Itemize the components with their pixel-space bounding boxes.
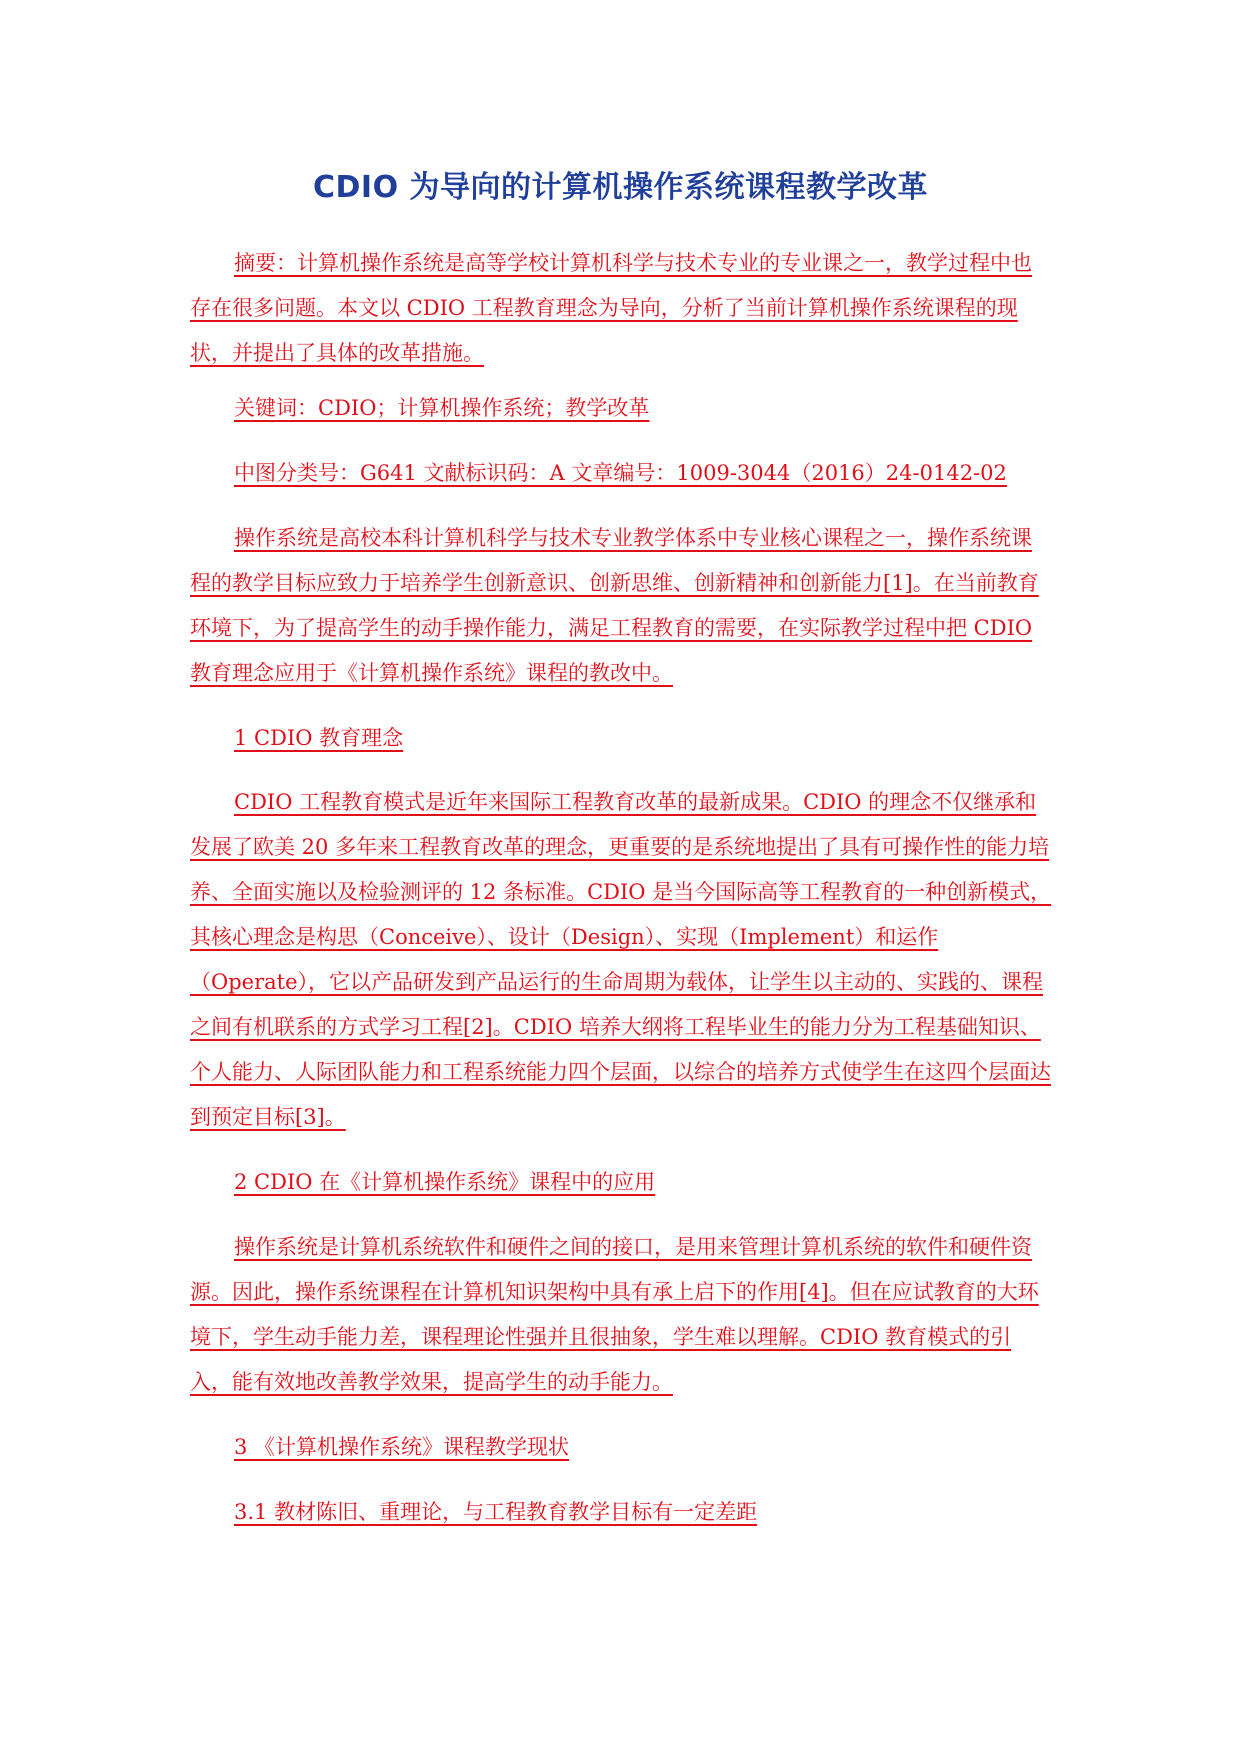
section-1-paragraph (190, 780, 1052, 1140)
keywords-text: 关键词：CDIO；计算机操作系统；教学改革 (234, 396, 650, 420)
classification-line (190, 451, 1052, 496)
section-3-heading: 3 《计算机操作系统》课程教学现状 (234, 1435, 570, 1459)
keywords-line (190, 386, 1052, 431)
intro-text: 操作系统是高校本科计算机科学与技术专业教学体系中专业核心课程之一，操作系统课程的教学目标应致力于培养学生创新意识、创新思维、创新精神和创新能力[1]。在当前教育环境下，为了提高学生的动手操作能力，满足工程教育的需要，在实际教学过程中把 CDIO 教育理念应用于《计算机操作系统》课程的教改中。 (190, 526, 1039, 685)
classification-text: 中图分类号：G641 文献标识码：A 文章编号：1009-3044（2016）24-0142-02 (234, 461, 1007, 485)
document-title: CDIO 为导向的计算机操作系统课程教学改革 (312, 170, 929, 205)
abstract-text: 摘要：计算机操作系统是高等学校计算机科学与技术专业的专业课之一，教学过程中也存在很多问题。本文以 CDIO 工程教育理念为导向，分析了当前计算机操作系统课程的现状，并提出了具体的改革措施。 (190, 251, 1032, 365)
section-1-heading: 1 CDIO 教育理念 (234, 726, 404, 750)
abstract-paragraph (190, 241, 1052, 376)
section-1-text: CDIO 工程教育模式是近年来国际工程教育改革的最新成果。CDIO 的理念不仅继承和发展了欧美 20 多年来工程教育改革的理念，更重要的是系统地提出了具有可操作性的能力培养、全面实施以及检验测评的 12 条标准。CDIO 是当今国际高等工程教育的一种创新模式，其核心理念是构思（Conceive）、设计（Design）、实现（Implement）和运作（Operate），它以产品研发到产品运行的生命周期为载体，让学生以主动的、实践的、课程之间有机联系的方式学习工程[2]。CDIO 培养大纲将工程毕业生的能力分为工程基础知识、个人能力、人际团队能力和工程系统能力四个层面，以综合的培养方式使学生在这四个层面达到预定目标[3]。 (190, 790, 1052, 1129)
section-2-text: 操作系统是计算机系统软件和硬件之间的接口，是用来管理计算机系统的软件和硬件资源。因此，操作系统课程在计算机知识架构中具有承上启下的作用[4]。但在应试教育的大环境下，学生动手能力差，课程理论性强并且很抽象，学生难以理解。CDIO 教育模式的引入，能有效地改善教学效果，提高学生的动手能力。 (190, 1235, 1039, 1394)
intro-paragraph (190, 516, 1052, 696)
section-2-paragraph (190, 1225, 1052, 1405)
section-2-heading: 2 CDIO 在《计算机操作系统》课程中的应用 (234, 1170, 656, 1194)
section-3-1-heading: 3.1 教材陈旧、重理论，与工程教育教学目标有一定差距 (234, 1500, 758, 1524)
